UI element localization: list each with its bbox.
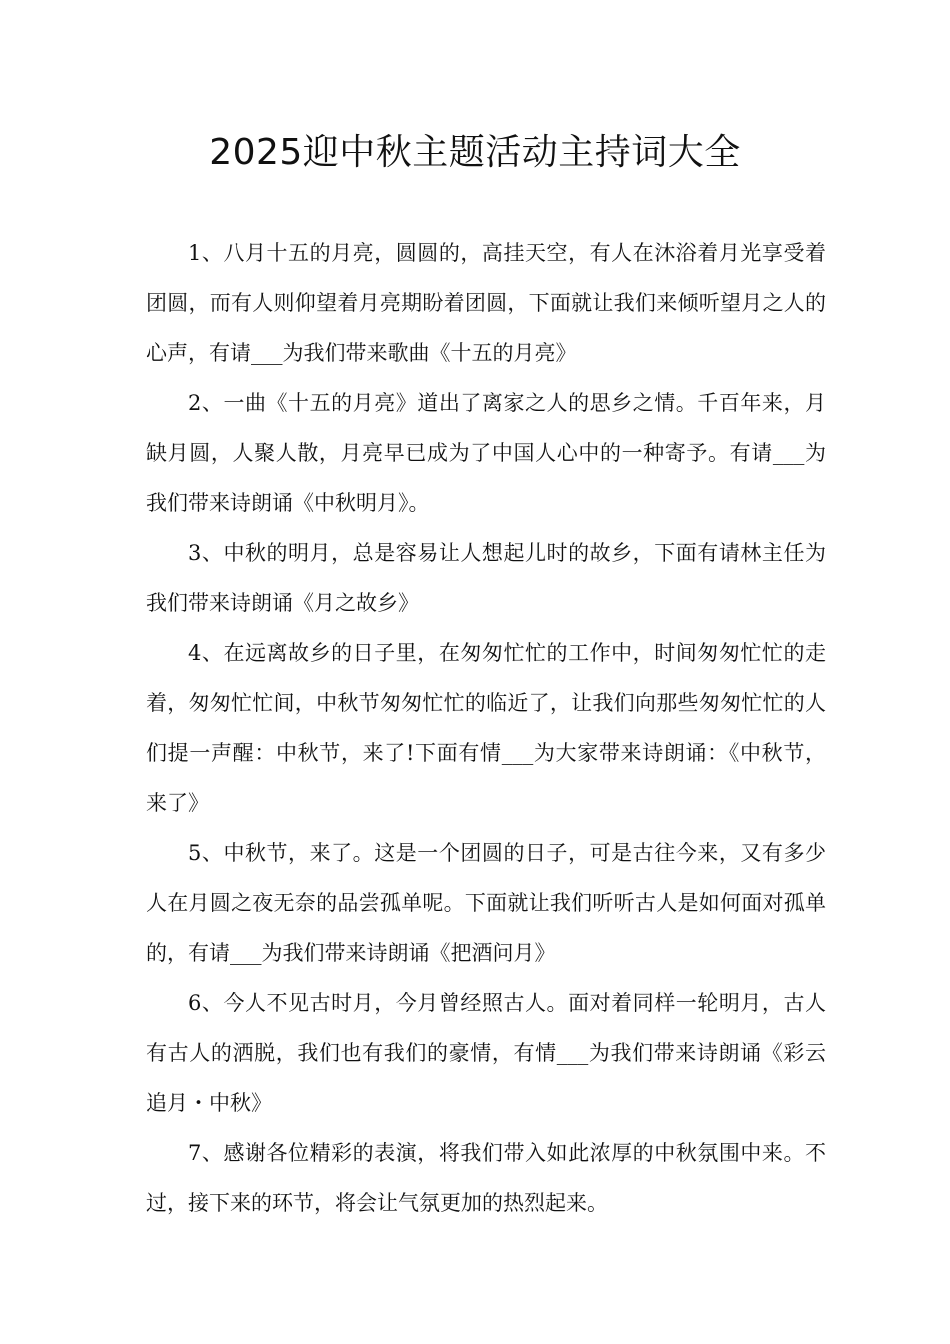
document-title: 2025迎中秋主题活动主持词大全 <box>209 132 741 173</box>
paragraph-5: 5、中秋节，来了。这是一个团圆的日子，可是古往今来，又有多少人在月圆之夜无奈的品尝孤单呢。下面就让我们听听古人是如何面对孤单的，有请___为我们带来诗朗诵《把酒问月》 <box>146 841 826 965</box>
paragraph-1: 1、八月十五的月亮，圆圆的，高挂天空，有人在沐浴着月光享受着团圆，而有人则仰望着月亮期盼着团圆，下面就让我们来倾听望月之人的心声，有请___为我们带来歌曲《十五的月亮》 <box>146 241 826 365</box>
paragraph-6: 6、今人不见古时月，今月曾经照古人。面对着同样一轮明月，古人有古人的洒脱，我们也有我们的豪情，有情___为我们带来诗朗诵《彩云追月・中秋》 <box>146 991 826 1115</box>
paragraph-4: 4、在远离故乡的日子里，在匆匆忙忙的工作中，时间匆匆忙忙的走着，匆匆忙忙间，中秋节匆匆忙忙的临近了，让我们向那些匆匆忙忙的人们提一声醒：中秋节，来了!下面有情___为大家带来诗朗诵：《中秋节，来了》 <box>146 641 826 815</box>
paragraph-2: 2、一曲《十五的月亮》道出了离家之人的思乡之情。千百年来，月缺月圆，人聚人散，月亮早已成为了中国人心中的一种寄予。有请___为我们带来诗朗诵《中秋明月》。 <box>146 391 826 515</box>
paragraph-7: 7、感谢各位精彩的表演，将我们带入如此浓厚的中秋氛围中来。不过，接下来的环节，将会让气氛更加的热烈起来。 <box>146 1141 826 1215</box>
document-body <box>146 228 826 1228</box>
paragraph-3: 3、中秋的明月，总是容易让人想起儿时的故乡，下面有请林主任为我们带来诗朗诵《月之故乡》 <box>146 541 826 615</box>
